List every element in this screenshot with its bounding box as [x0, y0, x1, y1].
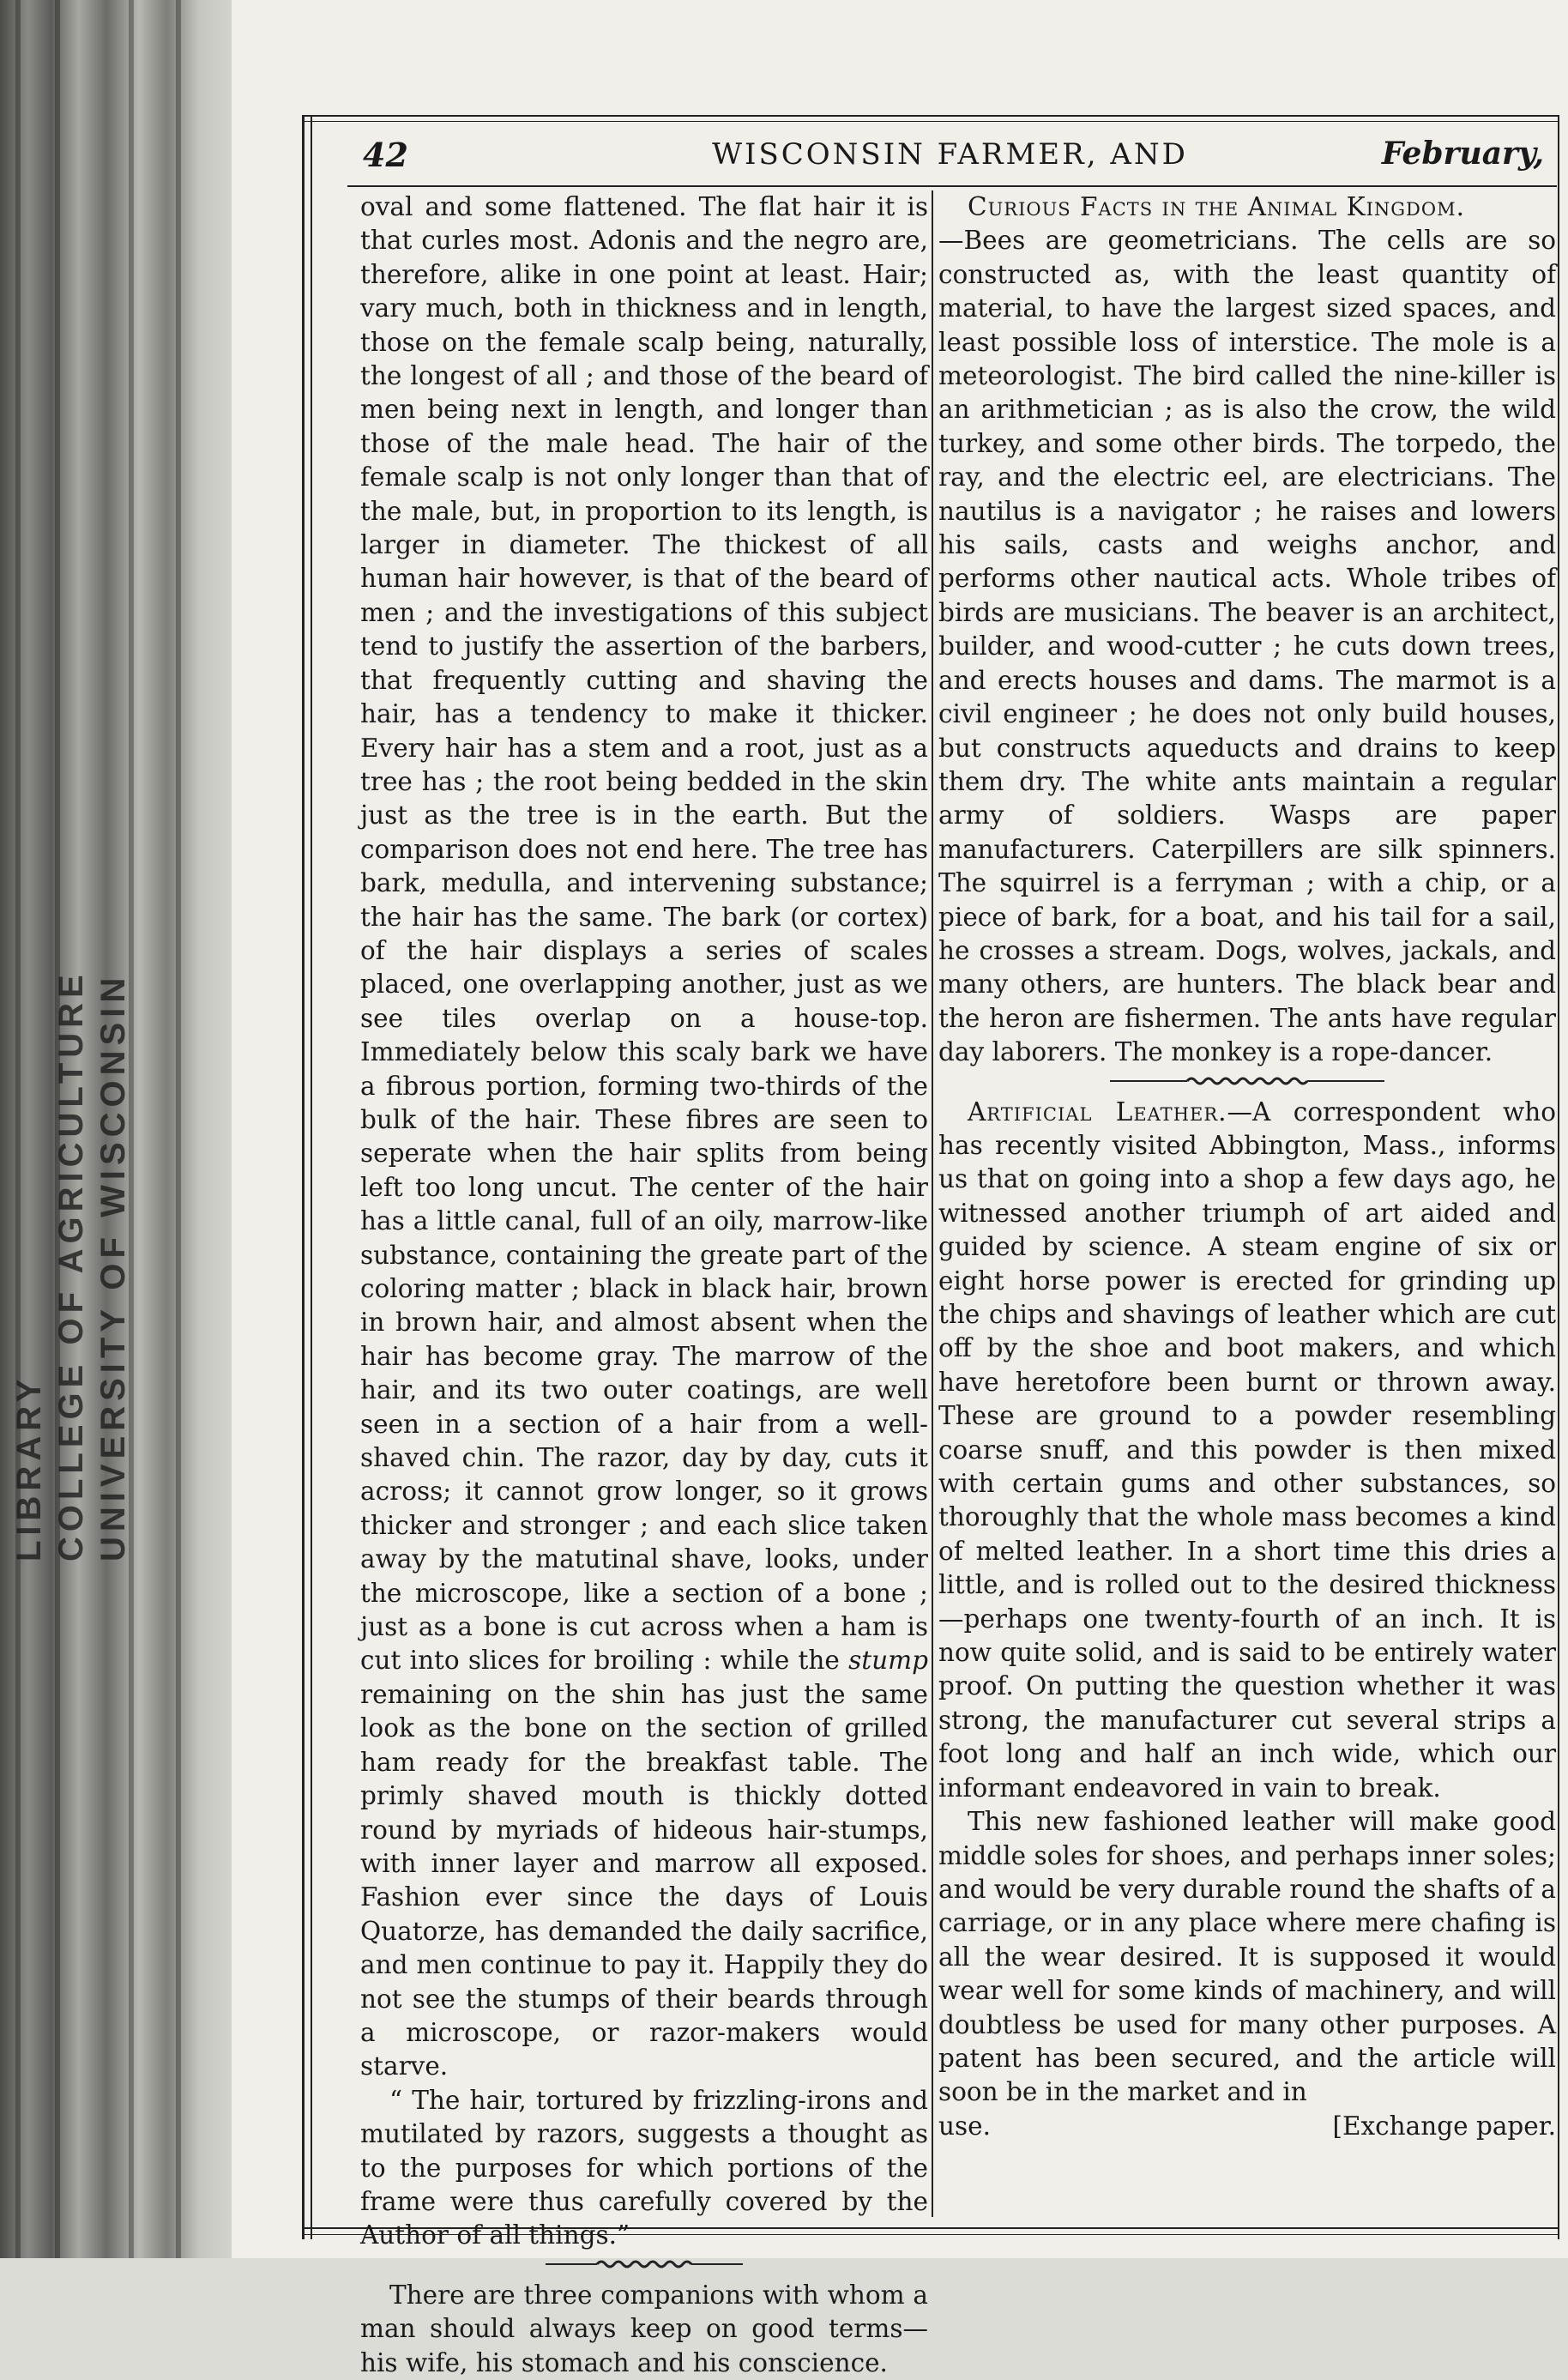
- issue-month: February,: [1381, 136, 1544, 172]
- hair-text-part1: oval and some flattened. The flat hair it is that curles most. Adonis and the negro are, therefore, alike in one point at least. Hair; vary much, both in thickness and in length, those on the female scalp being, naturally, the longest of all ; and those of the beard of men being next in length, and longer than those of the male head. The hair of the female scalp is not only longer than that of the male, but, in proportion to its length, is larger in diameter. The thickest of all human hair however, is that of the beard of men ; and the investigations of this subject tend to justify the assertion of the barbers, that frequently cutting and shaving the hair, has a tendency to make it thicker. Every hair has a stem and a root, just as a tree has ; the root being bedded in the skin just as the tree is in the earth. But the comparison does not end here. The tree has bark, medulla, and intervening substance; the hair has the same. The bark (or cortex) of the hair displays a series of scales placed, one overlapping another, just as we see tiles overlap on a house-top. Immediately below this scaly bark we have a fibrous portion, forming two-thirds of the bulk of the hair. These fibres are seen to seperate when the hair splits from being left too long uncut. The center of the hair has a little canal, full of an oily, marrow-like substance, containing the greate part of the coloring matter ; black in black hair, brown in brown hair, and almost absent when the hair has become gray. The marrow of the hair, and its two outer coatings, are well seen in a section of a hair from a well-shaved chin. The razor, day by day, cuts it across; it cannot grow longer, so it grows thicker and stronger ; and each slice taken away by the matutinal shave, looks, under the microscope, like a section of a bone ; just as a bone is cut across when a ham is cut into slices for broiling : while the: [360, 192, 928, 1676]
- right-column: [938, 190, 1556, 2217]
- top-rule: [302, 115, 1559, 117]
- article-closing-line: [938, 2110, 1556, 2143]
- closing-word: use.: [938, 2111, 991, 2141]
- artificial-leather-heading: Artificial Leather.: [968, 1096, 1227, 1127]
- left-column: [360, 190, 928, 2377]
- column-divider: [932, 190, 933, 2217]
- hair-text-italic: stump: [848, 1646, 928, 1676]
- page-number: 42: [363, 136, 408, 174]
- left-border: [302, 117, 305, 2239]
- hair-text-part2: remaining on the shin has just the same look as the bone on the section of grilled ham ready for the breakfast table. The primly shaved mouth is thickly dotted round by myriads of hideous hair-stumps, with inner layer and marrow all exposed. Fashion ever since the days of Louis Quatorze, has demanded the daily sacrifice, and men continue to pay it. Happily they do not see the stumps of their beards through a microscope, or razor-makers would starve.: [360, 1679, 928, 2081]
- running-head: [347, 132, 1553, 184]
- animal-kingdom-body: —Bees are geometricians. The cells are so constructed as, with the least quantity of material, to have the largest sized spaces, and least possible loss of interstice. The mole is a meteorologist. The bird called the nine-killer is an arithmetician ; as is also the crow, the wild turkey, and some other birds. The torpedo, the ray, and the electric eel, are electricians. The nautilus is a navigator ; he raises and lowers his sails, casts and weighs anchor, and performs other nautical acts. Whole tribes of birds are musicians. The beaver is an architect, builder, and wood-cutter ; he cuts down trees, and erects houses and dams. The marmot is a civil engineer ; he does not only build houses, but constructs aqueducts and drains to keep them dry. The white ants maintain a regular army of soldiers. Wasps are paper manufacturers. Caterpillers are silk spinners. The squirrel is a ferryman ; with a chip, or a piece of bark, for a boat, and his tail for a sail, he crosses a stream. Dogs, wolves, jackals, and many others, are hunters. The black bear and the heron are fishermen. The ants have regular day laborers. The monkey is a rope-dancer.: [938, 226, 1556, 1067]
- spine-line-library: LIBRARY: [9, 1374, 48, 1561]
- masthead-title: WISCONSIN FARMER, AND: [712, 137, 1188, 172]
- left-border-inner: [311, 117, 312, 2239]
- top-rule-thin: [302, 121, 1559, 122]
- spine-label: [9, 480, 132, 1561]
- header-rule: [347, 185, 1557, 187]
- animal-kingdom-article: [938, 190, 1556, 1070]
- spine-line-university: UNIVERSITY OF WISCONSIN: [93, 972, 132, 1561]
- spine-line-college: COLLEGE OF AGRICULTURE: [51, 970, 90, 1561]
- animal-kingdom-heading: Curious Facts in the Animal Kingdom.: [968, 192, 1465, 221]
- hair-article-body: [360, 190, 928, 2084]
- book-binding: [0, 0, 232, 2258]
- artificial-leather-body: —A correspondent who has recently visited Abbington, Mass., informs us that on going into a shop a few days ago, he witnessed another triumph of art aided and guided by science. A steam engine of six or eight horse power is erected for grinding up the chips and shavings of leather which are cut off by the shoe and boot makers, and which have heretofore been burnt or thrown away. These are ground to a powder resembling coarse snuff, and this powder is then mixed with certain gums and other substances, so thoroughly that the whole mass becomes a kind of melted leather. In a short time this dries a little, and is rolled out to the desired thickness—perhaps one twenty-fourth of an inch. It is now quite solid, and is said to be entirely water proof. On putting the question whether it was strong, the manufacturer cut several strips a foot long and half an inch wide, which our informant endeavored in vain to break.: [938, 1096, 1556, 1803]
- source-credit: [Exchange paper.: [1332, 2111, 1556, 2141]
- leather-uses-paragraph: This new fashioned leather will make good middle soles for shoes, and perhaps inner soles; and would be very durable round the shafts of a carriage, or in any place where mere chafing is all the wear desired. It is supposed it would wear well for some kinds of machinery, and will doubtless be used for many other purposes. A patent has been secured, and the article will soon be in the market and in: [938, 1807, 1556, 2107]
- right-border: [1558, 117, 1559, 2239]
- hair-quote: “ The hair, tortured by frizzling-irons and mutilated by razors, suggests a thought as to the purposes for which portions of the frame were thus carefully covered by the Author of all things.”: [360, 2085, 928, 2250]
- section-ornament: [546, 2258, 743, 2270]
- companions-paragraph: There are three companions with whom a man should always keep on good terms—his wife, his stomach and his conscience.: [360, 2280, 928, 2377]
- section-ornament-right: [1110, 1075, 1384, 1087]
- artificial-leather-article: [938, 1096, 1556, 1806]
